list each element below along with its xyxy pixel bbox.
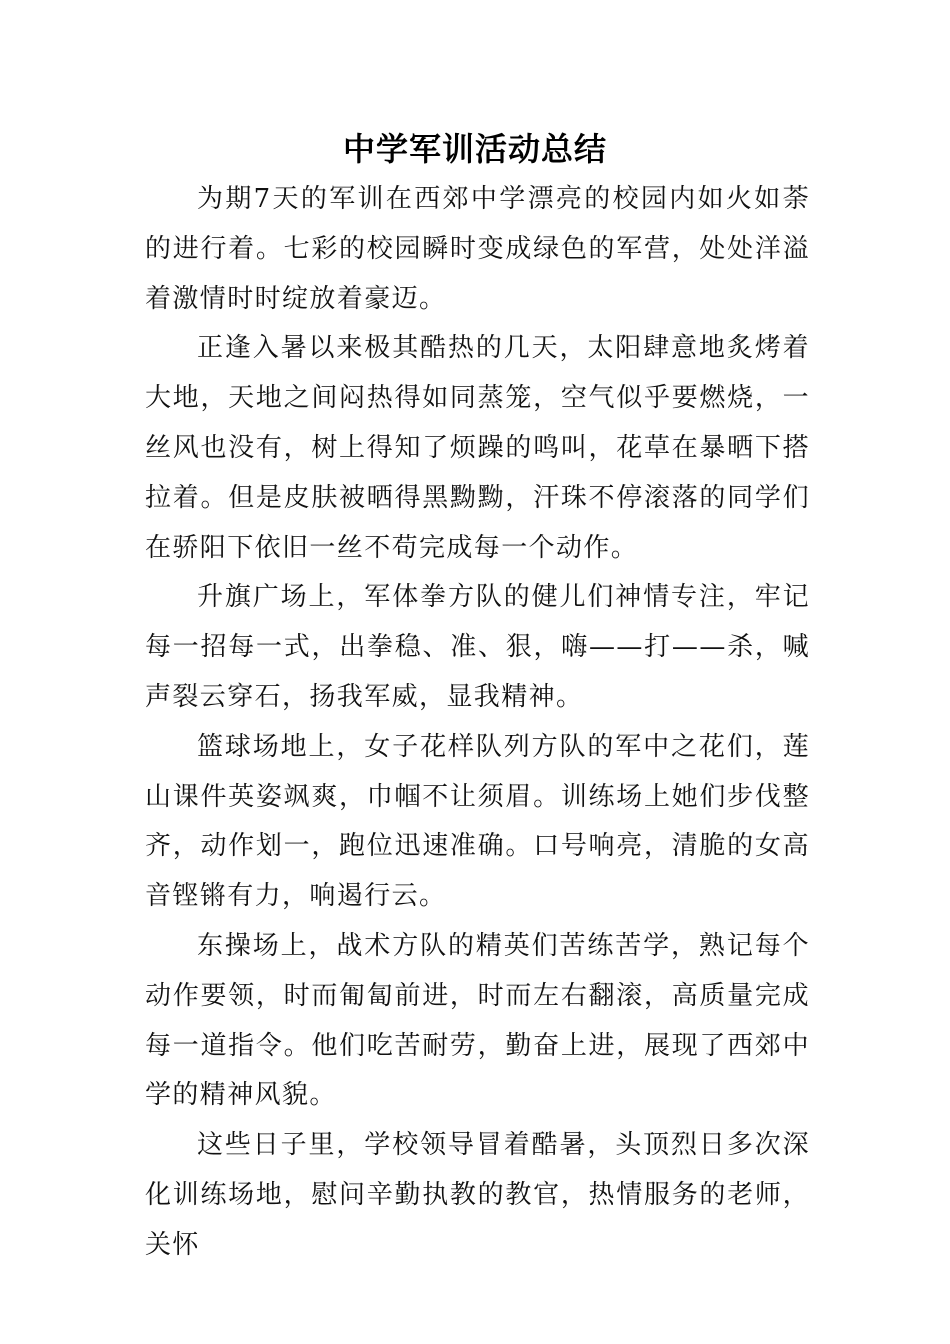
paragraph: 篮球场地上，女子花样队列方队的军中之花们，莲 山课件英姿飒爽，巾帼不让须眉。训练场上她们步伐整齐，动作划一，跑位迅速准确。口号响亮，清脆的女高音铿锵有力，响遏行云。 [145,731,810,912]
paragraph: 东操场上，战术方队的精英们苦练苦学，熟记每个动作要领，时而匍匐前进，时而左右翻滚，高质量完成每一道指令。他们吃苦耐劳，勤奋上进，展现了西郊中学的精神风貌。 [145,930,810,1111]
paragraph: 正逢入暑以来极其酷热的几天，太阳肆意地炙烤着大地，天地之间闷热得如同蒸笼，空气似乎要燃烧，一丝风也没有，树上得知了烦躁的鸣叫，花草在暴晒下搭拉着。但是皮肤被晒得黑黝黝，汗珠不停滚落的同学们在骄阳下依旧一丝不苟完成每一个动作。 [145,333,810,563]
document-title: 中学军训活动总结 [342,130,607,168]
paragraph: 升旗广场上，军体拳方队的健儿们神情专注，牢记每一招每一式，出拳稳、准、狠，嗨——打——杀，喊声裂云穿石，扬我军威，显我精神。 [145,582,810,712]
paragraph: 这些日子里，学校领导冒着酷暑，头顶烈日多次深化训练场地，慰问辛勤执教的教官，热情服务的老师，关怀 [145,1130,810,1260]
document-body [145,175,810,1271]
paragraph: 为期7天的军训在西郊中学漂亮的校园内如火如荼的进行着。七彩的校园瞬时变成绿色的军营，处处洋溢着激情时时绽放着豪迈。 [145,184,810,314]
